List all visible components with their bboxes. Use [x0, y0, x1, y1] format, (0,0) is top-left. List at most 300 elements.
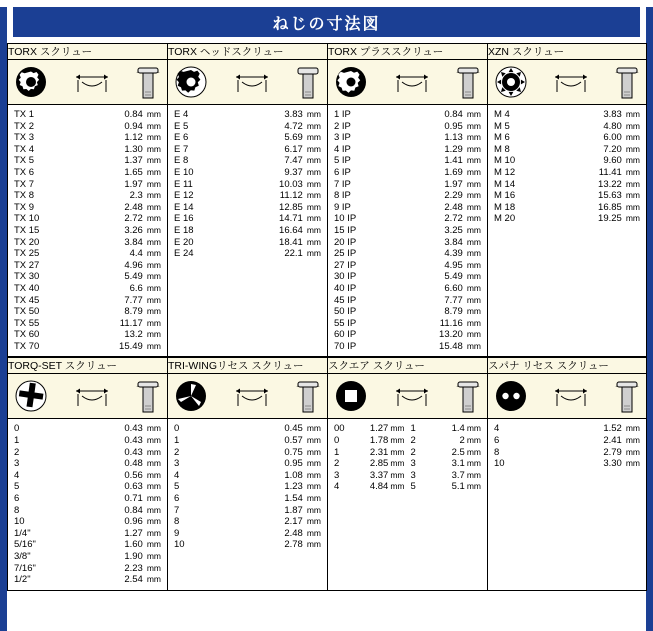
size-label: 0: [14, 423, 20, 435]
size-value-2: 3.7: [451, 469, 465, 481]
unit-label: mm: [466, 143, 481, 154]
value-row: [8, 505, 167, 517]
value-row: [8, 539, 167, 551]
size-label: M 20: [494, 213, 516, 225]
value-row: [8, 447, 167, 459]
value-row: [168, 423, 327, 435]
unit-label: mm: [390, 458, 405, 469]
unit-label: mm: [390, 469, 405, 480]
square-bit-icon: [334, 379, 368, 413]
size-label: TX 45: [14, 294, 40, 306]
unit-label: mm: [146, 469, 161, 480]
unit-label: mm: [306, 201, 321, 212]
size-label: E 12: [174, 190, 194, 202]
page: [0, 7, 653, 631]
size-value: 0.43: [124, 446, 143, 458]
unit-label: mm: [466, 340, 481, 351]
value-row: [488, 190, 646, 202]
size-label: E 20: [174, 236, 194, 248]
unit-label: mm: [146, 120, 161, 131]
size-value: 7.20: [603, 143, 622, 155]
unit-label: mm: [306, 120, 321, 131]
value-row: [168, 237, 327, 249]
size-label: 4: [174, 469, 180, 481]
size-label: 1/2": [14, 574, 31, 586]
value-row: [168, 516, 327, 528]
size-value: 14.71: [279, 213, 303, 225]
size-label: 3/8": [14, 551, 31, 562]
size-value-2: 3.1: [451, 458, 465, 470]
value-row: [8, 574, 167, 586]
values-row-bottom: [8, 419, 647, 590]
size-label: TX 7: [14, 178, 35, 190]
size-value: 2.72: [124, 213, 143, 225]
unit-label: mm: [146, 574, 161, 585]
value-row: [488, 144, 646, 156]
unit-label: mm: [306, 236, 321, 247]
size-label: 40 IP: [334, 282, 357, 294]
size-value: 1.60: [124, 539, 143, 551]
size-label: E 14: [174, 201, 194, 213]
value-row: [8, 260, 167, 272]
unit-label-2: mm: [466, 458, 481, 469]
unit-label: mm: [625, 166, 640, 177]
value-row: [328, 458, 487, 470]
value-row: [328, 283, 487, 295]
value-row: [168, 121, 327, 133]
unit-label: mm: [146, 294, 161, 305]
values-cell-torq-set-screw: [8, 419, 168, 590]
size-value: 0.63: [124, 481, 143, 493]
unit-label: mm: [146, 493, 161, 504]
value-row: [8, 190, 167, 202]
unit-label: mm: [146, 435, 161, 446]
size-value: 1.69: [444, 166, 463, 178]
size-value: 1.41: [444, 155, 463, 167]
dimension-arrow-icon: [372, 67, 451, 97]
value-row: [328, 121, 487, 133]
size-label: E 8: [174, 155, 189, 167]
value-row: [8, 167, 167, 179]
torx-bit-icon: [174, 65, 208, 99]
value-row: [488, 109, 646, 121]
icon-cell-torx-screw: [8, 60, 168, 105]
value-row: [488, 121, 646, 133]
values-cell-square-screw: [328, 419, 488, 590]
dimension-arrow-icon: [212, 381, 291, 411]
dimension-arrow-icon: [532, 381, 610, 411]
unit-label: mm: [306, 423, 321, 434]
value-list-torq-set-screw: [8, 423, 167, 585]
size-label: 7 IP: [334, 178, 351, 190]
values-cell-xzn-screw: [488, 105, 647, 357]
unit-label-2: mm: [466, 446, 481, 457]
size-label: TX 40: [14, 282, 40, 294]
value-row: [168, 202, 327, 214]
value-row: [328, 329, 487, 341]
icon-row-top: [8, 60, 647, 105]
value-row: [8, 202, 167, 214]
size-label: TX 2: [14, 120, 35, 132]
unit-label: mm: [146, 155, 161, 166]
size-label: 1: [14, 435, 20, 447]
screw-head-icon: [614, 64, 646, 100]
value-list-torx-head-screw: [168, 109, 327, 260]
size-value: 11.41: [598, 166, 622, 178]
size-label: 2 IP: [334, 120, 351, 132]
unit-label: mm: [306, 493, 321, 504]
size-label: 5: [174, 481, 180, 493]
size-label: 6 IP: [334, 166, 351, 178]
size-label: 10: [174, 539, 185, 551]
size-value: 13.22: [598, 178, 622, 190]
value-row: [8, 306, 167, 318]
value-row: [328, 435, 487, 447]
unit-label: mm: [146, 132, 161, 143]
size-label: 50 IP: [334, 306, 357, 318]
value-row: [8, 563, 167, 575]
unit-label: mm: [306, 248, 321, 259]
size-label: 1 IP: [334, 109, 351, 120]
screw-head-icon: [614, 378, 646, 414]
torq-set-bit-icon: [14, 379, 48, 413]
unit-label: mm: [466, 132, 481, 143]
unit-label: mm: [146, 259, 161, 270]
screw-head-icon: [295, 64, 327, 100]
value-row: [168, 225, 327, 237]
unit-label: mm: [625, 458, 640, 469]
size-label: 10: [494, 458, 505, 470]
size-value: 4.4: [129, 248, 143, 260]
unit-label: mm: [390, 481, 405, 492]
screw-head-icon: [135, 378, 167, 414]
unit-label: mm: [625, 213, 640, 224]
value-row: [328, 155, 487, 167]
value-row: [328, 190, 487, 202]
unit-label: mm: [625, 435, 640, 446]
section-header-square-screw: スクエア スクリュー: [328, 358, 488, 374]
value-row: [328, 248, 487, 260]
value-row: [328, 271, 487, 283]
size-value: 3.37: [369, 469, 389, 481]
size-value: 0.84: [124, 109, 143, 120]
unit-label: mm: [306, 143, 321, 154]
size-value: 1.37: [124, 155, 143, 167]
value-row: [8, 341, 167, 353]
value-row: [168, 248, 327, 260]
unit-label: mm: [625, 423, 640, 434]
icon-cell-torq-set-screw: [8, 374, 168, 419]
value-row: [8, 155, 167, 167]
unit-label: mm: [390, 435, 405, 446]
size-value: 1.65: [124, 166, 143, 178]
value-row: [8, 132, 167, 144]
unit-label: mm: [146, 271, 161, 282]
unit-label: mm: [306, 516, 321, 527]
unit-label: mm: [466, 178, 481, 189]
value-row: [8, 271, 167, 283]
value-row: [8, 423, 167, 435]
size-label: 5: [14, 481, 20, 493]
header-row-top: [8, 44, 647, 60]
value-row: [168, 505, 327, 517]
value-row: [168, 179, 327, 191]
size-label: TX 9: [14, 201, 35, 213]
size-value-2: 2: [459, 435, 465, 447]
size-value: 2.85: [369, 458, 389, 470]
value-row: [328, 447, 487, 459]
unit-label: mm: [466, 294, 481, 305]
size-label: 20 IP: [334, 236, 357, 248]
unit-label: mm: [466, 282, 481, 293]
size-label: 4 IP: [334, 143, 351, 155]
size-value: 1.78: [369, 435, 389, 447]
size-value: 1.97: [124, 178, 143, 190]
size-value: 2.3: [129, 190, 143, 202]
value-row: [168, 155, 327, 167]
size-value: 0.84: [444, 109, 463, 120]
size-value: 0.95: [284, 458, 303, 470]
unit-label: mm: [306, 190, 321, 201]
size-value: 3.25: [444, 224, 463, 236]
size-value: 18.41: [279, 236, 303, 248]
unit-label: mm: [306, 539, 321, 550]
size-label: 15 IP: [334, 224, 357, 236]
screw-head-icon: [455, 64, 487, 100]
size-value: 2.23: [124, 562, 143, 574]
size-value: 0.43: [124, 423, 143, 435]
size-label: 4: [494, 423, 500, 435]
unit-label: mm: [306, 527, 321, 538]
unit-label: mm: [146, 458, 161, 469]
value-row: [488, 447, 646, 459]
size-value: 0.71: [124, 493, 143, 505]
size-value: 12.85: [279, 201, 303, 213]
size-label: E 6: [174, 132, 189, 144]
unit-label: mm: [146, 224, 161, 235]
icon-cell-xzn-screw: [488, 60, 647, 105]
value-row: [8, 329, 167, 341]
values-row-top: [8, 105, 647, 357]
size-label: M 16: [494, 190, 516, 202]
value-list-spanner-screw: [488, 423, 646, 469]
section-header-torx-plus-screw: TORX プラススクリュー: [328, 44, 488, 60]
size-value: 3.84: [444, 236, 463, 248]
unit-label: mm: [146, 423, 161, 434]
icon-cell-square-screw: [328, 374, 488, 419]
value-row: [328, 109, 487, 121]
size-value: 5.49: [124, 271, 143, 283]
size-label: 45 IP: [334, 294, 357, 306]
value-row: [328, 470, 487, 482]
size-label-2: 3: [410, 458, 416, 470]
unit-label: mm: [146, 551, 161, 561]
value-row: [328, 132, 487, 144]
unit-label: mm: [466, 271, 481, 282]
size-label: 8: [494, 446, 500, 458]
value-row: [8, 283, 167, 295]
size-value: 2.48: [284, 527, 303, 539]
value-row: [488, 458, 646, 470]
size-value: 3.26: [124, 224, 143, 236]
unit-label: mm: [146, 562, 161, 573]
size-label: M 5: [494, 120, 510, 132]
values-cell-torx-plus-screw: [328, 105, 488, 357]
unit-label: mm: [625, 143, 640, 154]
size-value: 3.84: [124, 236, 143, 248]
size-value: 13.20: [439, 329, 463, 341]
size-value: 0.43: [124, 435, 143, 447]
size-value: 9.37: [284, 166, 303, 178]
unit-label-2: mm: [466, 469, 481, 480]
size-value: 1.12: [124, 132, 143, 144]
size-label: M 8: [494, 143, 510, 155]
size-label: 4: [14, 469, 20, 481]
unit-label: mm: [306, 481, 321, 492]
size-label: 7: [174, 504, 180, 516]
size-value: 19.25: [598, 213, 622, 225]
value-row: [168, 167, 327, 179]
value-row: [328, 295, 487, 307]
size-label: 2: [334, 458, 340, 470]
size-value-2: 2.5: [451, 446, 465, 458]
value-row: [8, 551, 167, 563]
size-label: 1: [334, 446, 340, 458]
dimension-table-top: [7, 43, 647, 357]
size-label: 1: [174, 435, 180, 447]
size-value: 6.17: [284, 143, 303, 155]
size-label: TX 15: [14, 224, 40, 236]
unit-label: mm: [306, 155, 321, 166]
size-label: E 18: [174, 224, 194, 236]
size-value-2: 1.4: [451, 423, 465, 435]
value-row: [8, 179, 167, 191]
xzn-bit-icon: [494, 65, 528, 99]
size-value: 2.79: [603, 446, 622, 458]
size-value: 3.83: [603, 109, 622, 120]
unit-label: mm: [306, 458, 321, 469]
unit-label: mm: [625, 155, 640, 166]
size-label: M 18: [494, 201, 516, 213]
size-label: 9: [174, 527, 180, 539]
value-row: [8, 516, 167, 528]
value-row: [488, 435, 646, 447]
size-label-2: 1: [410, 423, 416, 435]
size-value: 1.29: [444, 143, 463, 155]
size-label: 6: [494, 435, 500, 447]
value-row: [8, 295, 167, 307]
size-value: 1.97: [444, 178, 463, 190]
unit-label: mm: [306, 446, 321, 457]
value-row: [8, 237, 167, 249]
size-label: M 4: [494, 109, 510, 120]
unit-label: mm: [146, 317, 161, 328]
unit-label: mm: [146, 329, 161, 340]
unit-label: mm: [306, 504, 321, 515]
size-value: 6.60: [444, 282, 463, 294]
unit-label: mm: [306, 166, 321, 177]
size-label: TX 10: [14, 213, 40, 225]
size-label: 10 IP: [334, 213, 357, 225]
value-row: [168, 213, 327, 225]
unit-label: mm: [466, 213, 481, 224]
value-row: [488, 202, 646, 214]
unit-label: mm: [306, 435, 321, 446]
size-label: TX 70: [14, 340, 40, 352]
icon-row-bottom: [8, 374, 647, 419]
section-header-torx-head-screw: TORX ヘッドスクリュー: [168, 44, 328, 60]
size-label: M 10: [494, 155, 516, 167]
unit-label: mm: [146, 446, 161, 457]
size-value: 1.54: [284, 493, 303, 505]
value-row: [488, 132, 646, 144]
value-row: [8, 121, 167, 133]
value-row: [8, 435, 167, 447]
size-label: TX 6: [14, 166, 35, 178]
size-value: 1.13: [444, 132, 463, 144]
size-label: 5/16": [14, 539, 36, 551]
unit-label: mm: [390, 423, 405, 434]
size-value: 10.03: [279, 178, 303, 190]
values-cell-tri-wing-screw: [168, 419, 328, 590]
screw-head-icon: [295, 378, 327, 414]
unit-label: mm: [146, 504, 161, 515]
size-value: 7.47: [284, 155, 303, 167]
size-value: 2.41: [603, 435, 622, 447]
size-label: TX 20: [14, 236, 40, 248]
value-row: [488, 167, 646, 179]
size-value: 15.49: [119, 340, 143, 352]
size-value: 5.49: [444, 271, 463, 283]
size-value: 1.27: [369, 423, 389, 435]
size-label: 55 IP: [334, 317, 357, 329]
value-row: [8, 144, 167, 156]
unit-label: mm: [466, 248, 481, 259]
unit-label: mm: [146, 109, 161, 119]
size-value: 16.85: [598, 201, 622, 213]
values-cell-spanner-screw: [488, 419, 647, 590]
value-row: [328, 341, 487, 353]
torx-plus-bit-icon: [334, 65, 368, 99]
size-label: M 12: [494, 166, 516, 178]
size-label: TX 1: [14, 109, 35, 120]
value-row: [8, 248, 167, 260]
size-label: TX 3: [14, 132, 35, 144]
size-value: 1.23: [284, 481, 303, 493]
unit-label: mm: [466, 201, 481, 212]
value-row: [328, 306, 487, 318]
unit-label: mm: [146, 481, 161, 492]
value-row: [8, 318, 167, 330]
size-label: E 4: [174, 109, 189, 120]
size-value: 1.27: [124, 527, 143, 539]
value-row: [488, 423, 646, 435]
value-row: [168, 539, 327, 551]
size-value: 2.48: [124, 201, 143, 213]
value-row: [8, 528, 167, 540]
icon-cell-tri-wing-screw: [168, 374, 328, 419]
screw-head-icon: [455, 378, 487, 414]
value-list-tri-wing-screw: [168, 423, 327, 551]
size-label-2: 5: [410, 481, 416, 493]
size-label: 30 IP: [334, 271, 357, 283]
size-value: 7.77: [444, 294, 463, 306]
value-row: [328, 423, 487, 435]
dimension-arrow-icon: [532, 67, 610, 97]
unit-label: mm: [466, 224, 481, 235]
size-label: TX 8: [14, 190, 35, 202]
value-row: [328, 237, 487, 249]
